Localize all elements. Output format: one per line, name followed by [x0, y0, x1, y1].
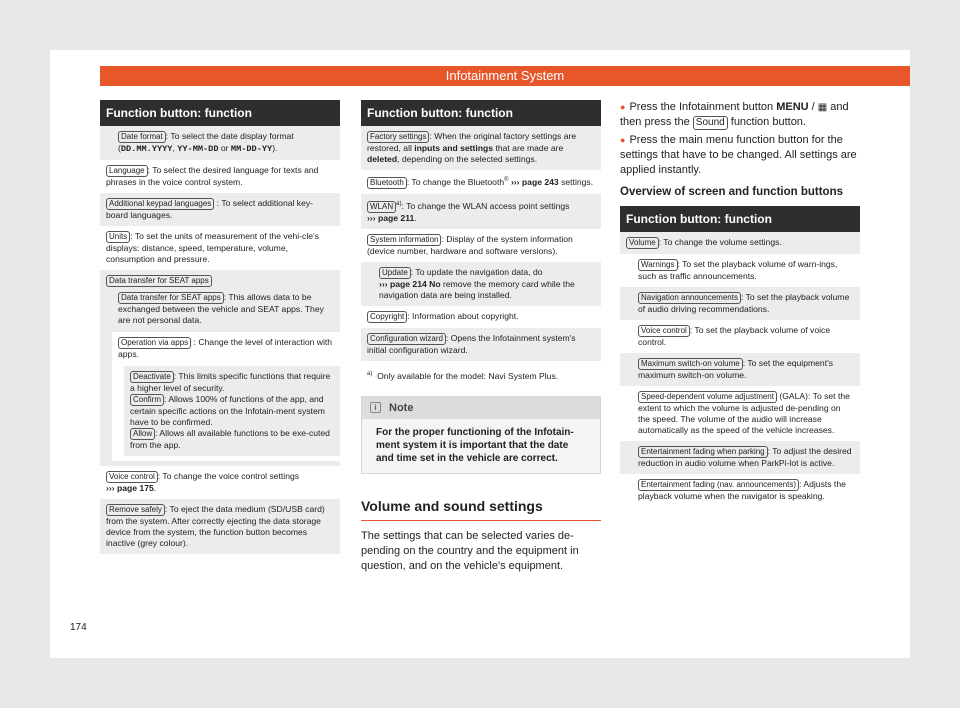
bullet-icon: ● [620, 102, 626, 112]
table-row: Entertainment fading when parking : To adjust the desired reduction in audio volume when ParkPi-lot is active. [620, 441, 860, 474]
table-header: Function button: function [620, 206, 860, 232]
manual-page [50, 50, 910, 658]
table-row: Factory settings : When the original factory settings are restored, all inputs and settings that are made are deleted, depending on the selected settings. [361, 126, 601, 170]
warnings-button[interactable]: Warnings [638, 259, 678, 271]
copyright-button[interactable]: Copyright [367, 311, 407, 323]
speed-dependent-volume-button[interactable]: Speed-dependent volume adjustment [638, 391, 777, 403]
table-row: Configuration wizard : Opens the Infotainment system's initial configuration wizard. [361, 328, 601, 361]
menu-key[interactable]: MENU [776, 101, 809, 113]
entertainment-fading-parking-button[interactable]: Entertainment fading when parking [638, 446, 768, 458]
footnote: $^{a)}$ Only available for the model: Navi System Plus. [367, 370, 559, 381]
media-icon: ▦ [817, 102, 828, 113]
configuration-wizard-button[interactable]: Configuration wizard [367, 333, 446, 345]
deactivate-button[interactable]: Deactivate [130, 371, 174, 383]
table-row: Copyright : Information about copyright. [361, 306, 601, 328]
column-right [620, 100, 860, 507]
note-box [361, 396, 601, 474]
voice-control-volume-button[interactable]: Voice control [638, 325, 690, 337]
page-reference[interactable]: ››› page 175 [106, 483, 154, 493]
navigation-announcements-button[interactable]: Navigation announcements [638, 292, 741, 304]
sound-button[interactable]: Sound [693, 116, 728, 130]
entertainment-fading-nav-button[interactable]: Entertainment fading (nav. announcements) [638, 479, 799, 491]
table-row: System information : Display of the system information (device number, hardware and software versions). [361, 229, 601, 262]
confirm-button[interactable]: Confirm [130, 394, 164, 406]
table-row: Additional keypad languages : To select additional key-board languages. [100, 193, 340, 226]
table-row: Language : To select the desired language for texts and phrases in the voice control system. [100, 160, 340, 193]
system-information-button[interactable]: System information [367, 234, 441, 246]
table-row: Remove safely : To eject the data medium (SD/USB card) from the system. After correctly ejecting the data storage device from the system, the function button becomes inactive (grey colour). [100, 499, 340, 554]
table-row: Bluetooth : To change the Bluetooth® ››› page 243 settings. [361, 170, 601, 194]
operation-via-apps-button[interactable]: Operation via apps [118, 337, 191, 349]
language-button[interactable]: Language [106, 165, 148, 177]
voice-control-button[interactable]: Voice control [106, 471, 158, 483]
wlan-button[interactable]: WLAN [367, 201, 396, 213]
page-reference[interactable]: ››› page 214 No [379, 278, 441, 289]
table-row: Voice control : To change the voice control settings ››› page 175. [100, 466, 340, 499]
instruction-step: ● Press the main menu function button for the settings that have to be changed. All settings are applied instantly. [620, 134, 857, 176]
date-format-button[interactable]: Date format [118, 131, 166, 143]
table-row: Warnings : To set the playback volume of warn-ings, such as traffic announcements. [620, 254, 860, 287]
table-row: Speed-dependent volume adjustment (GALA): To set the extent to which the volume is adjusted de-pending on the speed. The volume of the audio will increase automatically as the speed of the vehicle increases. [620, 386, 860, 441]
column-left [100, 100, 340, 554]
column-middle [361, 100, 601, 574]
table-row: Date format : To select the date display format (DD.MM.YYYY, YY-MM-DD or MM-DD-YY). [100, 126, 340, 160]
data-transfer-button[interactable]: Data transfer for SEAT apps [106, 275, 212, 287]
volume-button[interactable]: Volume [626, 237, 659, 249]
section-title: Volume and sound settings [361, 498, 601, 521]
subheading: Overview of screen and function buttons [620, 186, 844, 198]
table-header: Function button: function [361, 100, 601, 126]
table-row: Update : To update the navigation data, do ››› page 214 No remove the memory card while the navigation data are being installed. [361, 262, 601, 306]
table-row: Entertainment fading (nav. announcements) : Adjusts the playback volume when the navigator is speaking. [620, 474, 860, 507]
page-header: Infotainment System [100, 66, 910, 86]
page-number: 174 [70, 622, 87, 633]
note-header: i Note [362, 397, 600, 419]
table-row: WLAN $^{a)}$: To change the WLAN access point settings ››› page 211. [361, 194, 601, 229]
table-row: Navigation announcements : To set the playback volume of audio driving recommendations. [620, 287, 860, 320]
max-switch-on-volume-button[interactable]: Maximum switch-on volume [638, 358, 743, 370]
page-reference[interactable]: ››› page 243 [508, 176, 559, 187]
table-row: Data transfer for SEAT apps Data transfer for SEAT apps : This allows data to be exchanged between the vehicle and SEAT apps. They are not personal data. Operation via apps : Change the level of interaction with apps. Deactivate : This limits specific functions that require a higher level of security. Confirm : Allows 100% of functions of the app, and certain specific actions on the Infotain-ment system have to be confirmed. Allow : Allows all available functions to be exe-cuted from the app. [100, 270, 340, 466]
allow-button[interactable]: Allow [130, 428, 155, 440]
units-button[interactable]: Units [106, 231, 130, 243]
table-row: Volume : To change the volume settings. [620, 232, 860, 254]
table-header: Function button: function [100, 100, 340, 126]
bluetooth-button[interactable]: Bluetooth [367, 177, 407, 189]
note-body: For the proper functioning of the Infotain-ment system it is important that the date and time set in the vehicle are correct. [376, 426, 574, 464]
section-body: The settings that can be selected varies de-pending on the country and the equipment in question, and on the vehicle's equipment. [361, 529, 579, 572]
remove-safely-button[interactable]: Remove safely [106, 504, 165, 516]
keypad-languages-button[interactable]: Additional keypad languages [106, 198, 214, 210]
update-button[interactable]: Update [379, 267, 411, 279]
page-reference[interactable]: ››› page 211 [367, 212, 415, 223]
factory-settings-button[interactable]: Factory settings [367, 131, 429, 143]
instruction-step: ● Press the Infotainment button MENU / ▦ and then press the Sound function button. [620, 101, 849, 128]
table-row: Maximum switch-on volume : To set the equipment's maximum switch-on volume. [620, 353, 860, 386]
info-icon: i [370, 402, 381, 413]
bullet-icon: ● [620, 135, 626, 145]
table-row: Units : To set the units of measurement of the vehi-cle's displays: distance, speed, temperature, volume, consumption and pressure. [100, 226, 340, 270]
data-transfer-sub-button[interactable]: Data transfer for SEAT apps [118, 292, 224, 304]
table-row: Voice control : To set the playback volume of voice control. [620, 320, 860, 353]
